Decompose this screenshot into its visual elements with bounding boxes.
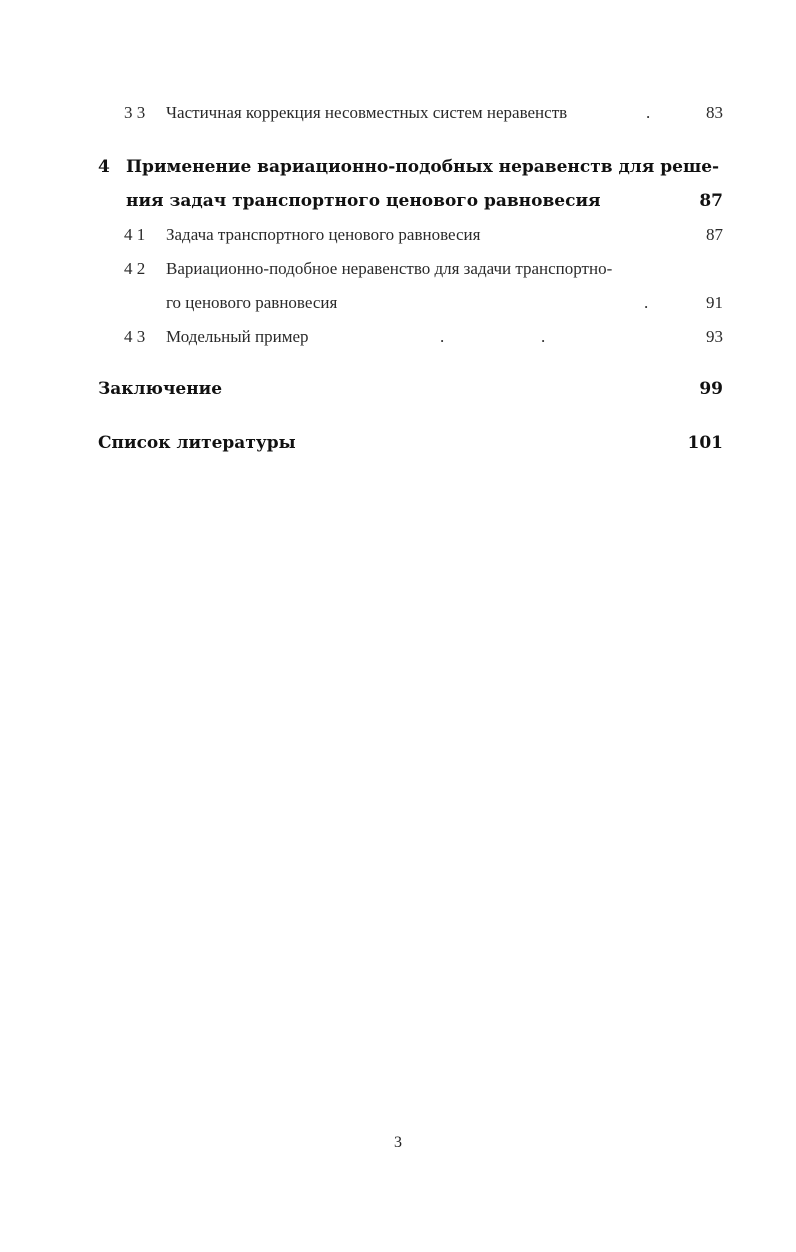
toc-chapter-title-line1: Применение вариационно-подобных неравенств для реше-	[126, 157, 720, 177]
toc-entry-3-3[interactable]	[98, 96, 723, 130]
toc-entry-title: Задача транспортного ценового равновесия	[166, 225, 481, 244]
toc-conclusion-title: Заключение	[98, 379, 223, 399]
toc-leader-dot: .	[541, 327, 546, 346]
toc-leader-dot: .	[646, 103, 651, 122]
toc-chapter-title-line2: ния задач транспортного ценового равновесия	[126, 191, 601, 211]
toc-entry-page: 87	[706, 225, 723, 244]
toc-entry-page: 93	[706, 327, 723, 346]
toc-entry-title-line2: го ценового равновесия	[166, 293, 338, 312]
toc-bibliography[interactable]	[98, 426, 723, 460]
toc-bibliography-page: 101	[687, 433, 723, 453]
toc-entry-number: 3 3	[124, 103, 146, 122]
toc-entry-number: 4 1	[124, 225, 146, 244]
toc-entry-title: Частичная коррекция несовместных систем неравенств	[166, 103, 568, 122]
toc-chapter-page: 87	[699, 191, 723, 211]
toc-conclusion-page: 99	[699, 379, 723, 399]
toc-chapter-number: 4	[98, 157, 110, 177]
toc-leader-dot: .	[644, 293, 649, 312]
toc-leader-dot: .	[440, 327, 445, 346]
toc-entry-title: Модельный пример	[166, 327, 309, 346]
toc-entry-4-1[interactable]	[98, 218, 723, 252]
toc-entry-4-3[interactable]	[98, 320, 723, 354]
toc-entry-page: 83	[706, 103, 723, 122]
table-of-contents	[98, 96, 723, 460]
toc-bibliography-title: Список литературы	[98, 433, 296, 453]
toc-entry-title-line1: Вариационно-подобное неравенство для задачи транспортно-	[166, 259, 613, 278]
toc-entry-page: 91	[706, 293, 723, 312]
toc-conclusion[interactable]	[98, 372, 723, 406]
toc-entry-4-2[interactable]	[98, 252, 723, 320]
toc-entry-number: 4 3	[124, 327, 146, 346]
toc-entry-number: 4 2	[124, 259, 146, 278]
page-number: 3	[394, 1134, 402, 1151]
toc-chapter-4[interactable]	[98, 150, 723, 218]
